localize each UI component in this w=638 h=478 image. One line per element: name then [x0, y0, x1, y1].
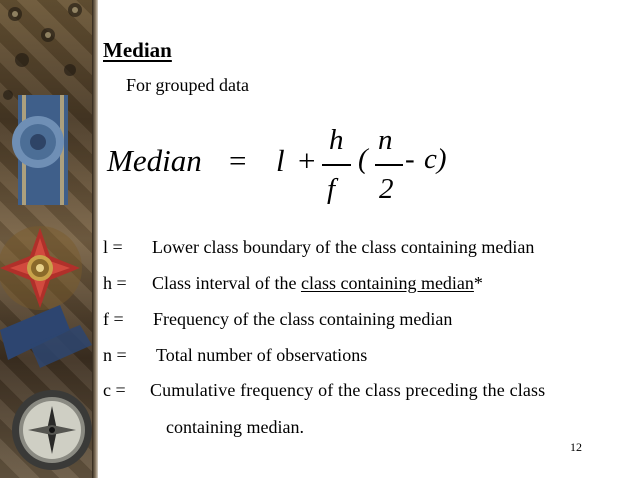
fraction-bar-1 [322, 164, 351, 166]
definition-symbol: n = [103, 345, 127, 365]
definition-text: Cumulative frequency of the class preceding the class [150, 380, 546, 400]
definition-symbol: h = [103, 273, 127, 293]
formula-denominator-2: 2 [379, 173, 394, 205]
formula-lhs: Median [107, 143, 202, 178]
definition-symbol: f = [103, 309, 124, 329]
page-number: 12 [570, 440, 582, 454]
sidebar-edge [92, 0, 98, 478]
formula-numerator-h: h [329, 124, 344, 156]
formula-open-paren: ( [358, 143, 368, 175]
underlined-phrase: class containing median [300, 273, 474, 293]
definition-symbol: l = [103, 237, 123, 257]
compass-icon [12, 390, 92, 470]
fraction-bar-2 [375, 164, 403, 166]
formula-minus: - [405, 143, 415, 175]
decorative-sidebar [0, 0, 92, 478]
definition-text: Class interval of the class containing median* [152, 273, 483, 293]
definition-c-continuation: containing median. [166, 417, 304, 437]
definition-text: Total number of observations [156, 345, 368, 365]
sidebar-artwork [0, 0, 92, 478]
definition-text: Lower class boundary of the class containing median [152, 237, 535, 257]
formula-l: l [276, 143, 285, 178]
definition-symbol: c = [103, 380, 126, 400]
definition-text: Frequency of the class containing median [153, 309, 453, 329]
formula-numerator-n: n [378, 124, 393, 156]
formula-c: c) [424, 143, 447, 175]
formula-denominator-f: f [327, 173, 336, 205]
medal-cross-icon [0, 226, 82, 310]
formula-plus: + [298, 143, 316, 178]
formula-equals: = [229, 143, 247, 178]
slide-title: Median [103, 38, 172, 62]
slide-subtitle: For grouped data [126, 75, 249, 95]
